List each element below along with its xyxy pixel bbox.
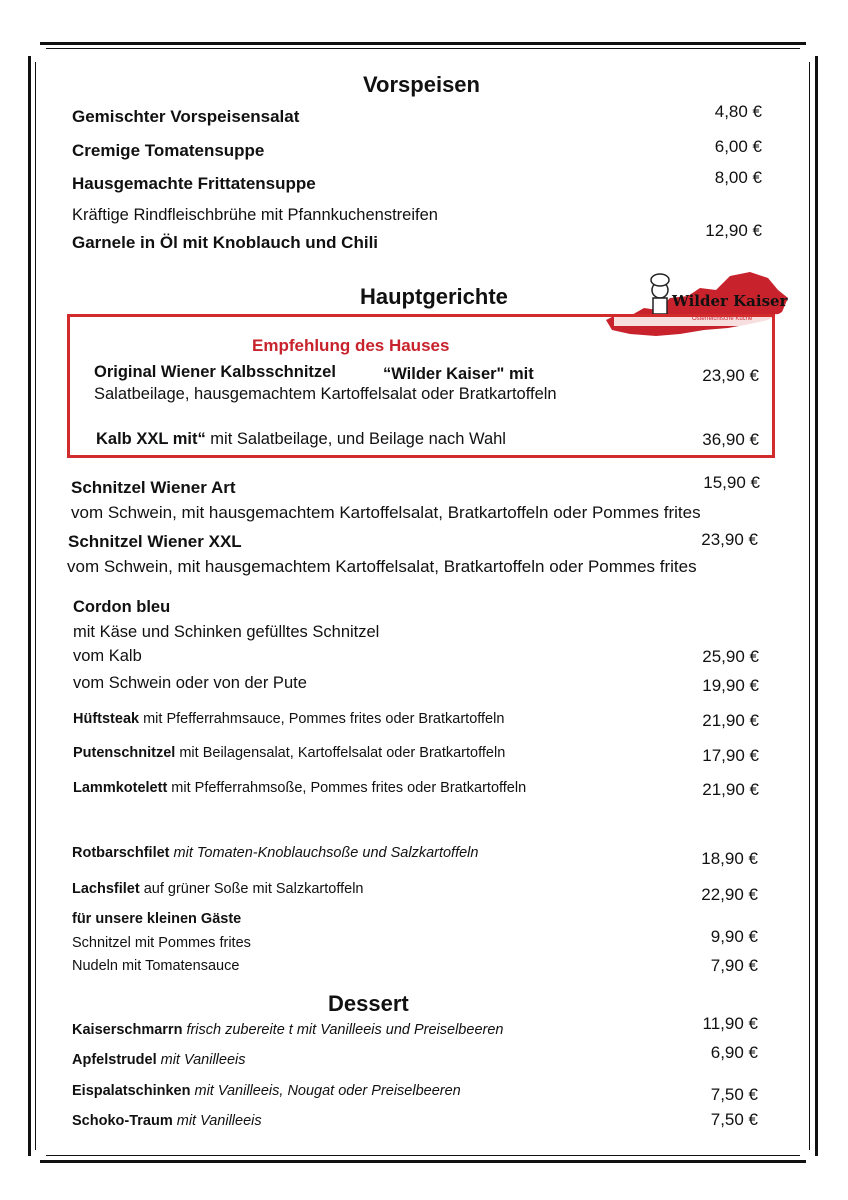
menu-item-price: 25,90 € (702, 647, 759, 666)
menu-item-description: vom Schwein, mit hausgemachtem Kartoffelsalat, Bratkartoffeln oder Pommes frites (71, 503, 701, 522)
menu-item-description: mit Tomaten-Knoblauchsoße und Salzkartoffeln (169, 845, 479, 861)
frame-left-inner (35, 62, 36, 1150)
frame-right-outer (815, 56, 818, 1156)
menu-item-price: 6,00 € (714, 137, 762, 156)
menu-item-description: mit Pfefferrahmsoße, Pommes frites oder Bratkartoffeln (167, 780, 527, 796)
menu-item-description: frisch zubereite t mit Vanilleeis und Preiselbeeren (182, 1022, 504, 1038)
menu-item-line (96, 430, 506, 449)
menu-item-price: 12,90 € (705, 221, 762, 240)
menu-item-line (72, 881, 363, 897)
section-title-hauptgerichte: Hauptgerichte (360, 284, 508, 309)
menu-item-name: Rotbarschfilet (72, 845, 170, 861)
menu-item-name: Schoko-Traum (72, 1113, 173, 1129)
menu-item-name: Cordon bleu (73, 598, 171, 616)
menu-item-price: 15,90 € (703, 473, 760, 492)
menu-item-name: Schnitzel mit Pommes frites (72, 935, 251, 951)
menu-item-option: vom Schwein oder von der Pute (73, 674, 307, 692)
section-title-dessert: Dessert (328, 991, 409, 1016)
menu-item-name: Apfelstrudel (72, 1052, 157, 1068)
menu-item-name: Lammkotelett (73, 780, 168, 796)
menu-item-price: 7,90 € (710, 956, 758, 975)
menu-item-line (72, 1022, 503, 1038)
menu-item-name: Hüftsteak (73, 711, 140, 727)
menu-item-price: 8,00 € (714, 168, 762, 187)
menu-item-price: 21,90 € (702, 780, 759, 799)
menu-item-price: 18,90 € (701, 849, 758, 868)
menu-item-line (73, 711, 504, 727)
menu-item-price: 4,80 € (714, 102, 762, 121)
menu-item-name: Cremige Tomatensuppe (72, 141, 265, 160)
menu-item-description: Kräftige Rindfleischbrühe mit Pfannkuchenstreifen (72, 206, 438, 224)
menu-item-description: mit Salatbeilage, und Beilage nach Wahl (205, 430, 506, 448)
menu-item-name: Gemischter Vorspeisensalat (72, 107, 300, 126)
menu-item-name: Garnele in Öl mit Knoblauch und Chili (72, 233, 379, 252)
menu-item-price: 19,90 € (702, 676, 759, 695)
menu-item-price: 7,50 € (710, 1110, 758, 1129)
menu-item-line (73, 745, 505, 761)
menu-item-price: 36,90 € (702, 430, 759, 449)
section-title-vorspeisen: Vorspeisen (363, 72, 480, 97)
menu-item-name: Nudeln mit Tomatensauce (72, 958, 240, 974)
menu-item-name: Putenschnitzel (73, 745, 176, 761)
menu-item-description: auf grüner Soße mit Salzkartoffeln (139, 881, 364, 897)
menu-item-name: Schnitzel Wiener Art (71, 478, 236, 497)
menu-item-name: Original Wiener Kalbsschnitzel (94, 363, 336, 381)
menu-item-price: 21,90 € (702, 711, 759, 730)
frame-right-inner (809, 62, 810, 1150)
menu-item-name: Lachsfilet (72, 881, 140, 897)
frame-bottom-inner (46, 1155, 800, 1156)
frame-top-inner (46, 48, 800, 49)
menu-item-name: Eispalatschinken (72, 1083, 191, 1099)
menu-item-description: mit Käse und Schinken gefülltes Schnitzel (73, 623, 380, 641)
menu-item-line (72, 1113, 262, 1129)
kids-section-title: für unsere kleinen Gäste (72, 911, 242, 927)
menu-item-line (72, 845, 478, 861)
menu-item-price: 22,90 € (701, 885, 758, 904)
menu-item-price: 11,90 € (702, 1014, 758, 1033)
menu-item-name: Hausgemachte Frittatensuppe (72, 174, 316, 193)
menu-item-description: mit Pfefferrahmsauce, Pommes frites oder Bratkartoffeln (139, 711, 505, 727)
frame-top-outer (40, 42, 806, 45)
menu-item-price: 23,90 € (701, 530, 758, 549)
menu-item-price: 7,50 € (710, 1085, 758, 1104)
menu-item-name: Kalb XXL mit“ (96, 430, 206, 448)
frame-bottom-outer (40, 1160, 806, 1163)
menu-item-line (73, 780, 526, 796)
menu-item-line (72, 1052, 246, 1068)
menu-item-description: mit Vanilleeis (156, 1052, 246, 1068)
frame-left-outer (28, 56, 31, 1156)
menu-item-option: vom Kalb (73, 647, 142, 665)
menu-item-description: vom Schwein, mit hausgemachtem Kartoffelsalat, Bratkartoffeln oder Pommes frites (67, 557, 697, 576)
menu-item-name: Kaiserschmarrn (72, 1022, 183, 1038)
menu-item-price: 17,90 € (702, 746, 759, 765)
logo-text: Wilder Kaiser (672, 292, 788, 310)
menu-item-line (72, 1083, 461, 1099)
logo-subtitle: Österreichische Küche (692, 316, 753, 322)
menu-item-description: mit Vanilleeis (172, 1113, 262, 1129)
menu-item-description: Salatbeilage, hausgemachtem Kartoffelsalat oder Bratkartoffeln (94, 385, 557, 403)
menu-item-price: 23,90 € (702, 366, 759, 385)
menu-item-description: mit Vanilleeis, Nougat oder Preiselbeeren (190, 1083, 461, 1099)
menu-item-price: 9,90 € (710, 927, 758, 946)
recommendation-title: Empfehlung des Hauses (252, 336, 450, 355)
menu-item-name: “Wilder Kaiser" mit (383, 365, 534, 383)
menu-item-description: mit Beilagensalat, Kartoffelsalat oder Bratkartoffeln (175, 745, 506, 761)
menu-item-name: Schnitzel Wiener XXL (68, 532, 242, 551)
menu-item-price: 6,90 € (710, 1043, 758, 1062)
